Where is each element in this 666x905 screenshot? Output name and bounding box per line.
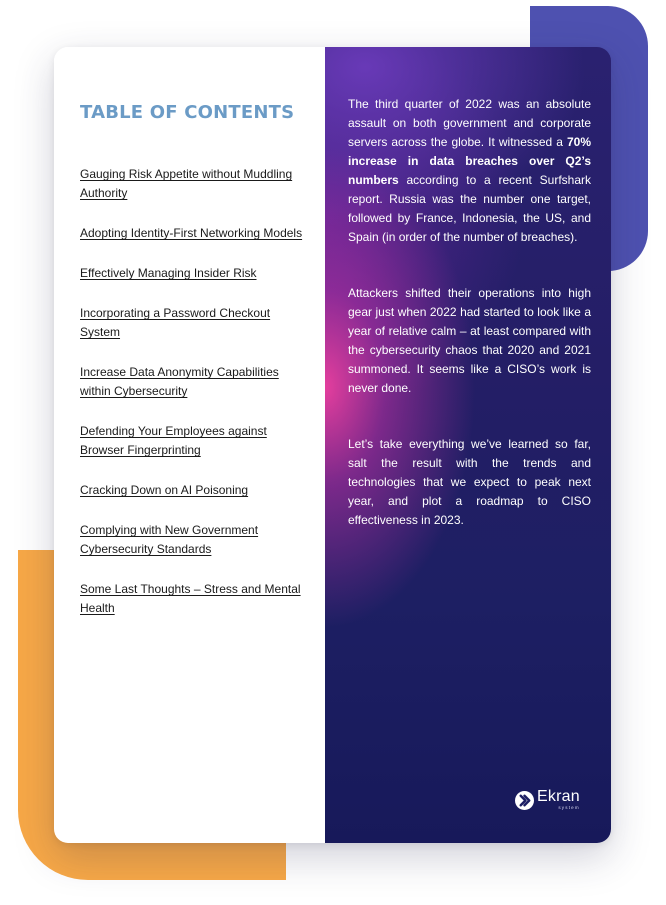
toc-list (80, 165, 312, 639)
toc-item (80, 580, 312, 618)
intro-highlight: 70% increase in data breaches over Q2’s numbers (348, 135, 591, 187)
intro-paragraph-3: Let’s take everything we’ve learned so far, salt the result with the trends and technologies that we expect to peak next year, and plot a roadmap to CISO effectiveness in 2023. (348, 437, 591, 527)
logo-name: Ekran (537, 788, 580, 805)
toc-link[interactable]: Increase Data Anonymity Capabilities within Cybersecurity (80, 365, 279, 398)
toc-link[interactable]: Adopting Identity-First Networking Models (80, 226, 303, 240)
intro-panel (325, 47, 611, 843)
intro-paragraph-1 (348, 95, 591, 247)
toc-link[interactable]: Cracking Down on AI Poisoning (80, 483, 249, 497)
table-of-contents (54, 47, 325, 843)
toc-item (80, 224, 312, 243)
document-page (54, 47, 611, 843)
toc-item (80, 363, 312, 401)
toc-title: TABLE OF CONTENTS (80, 102, 295, 123)
toc-link[interactable]: Defending Your Employees against Browser Fingerprinting (80, 424, 267, 457)
ekran-logo-icon (515, 791, 534, 810)
intro-text (348, 95, 591, 567)
intro-paragraph-1-start: The third quarter of 2022 was an absolute assault on both government and corporate servers across the globe. It witnessed a (348, 97, 591, 149)
logo-wordmark (537, 789, 580, 811)
toc-link[interactable]: Complying with New Government Cybersecurity Standards (80, 523, 259, 556)
toc-item (80, 264, 312, 283)
toc-item (80, 304, 312, 342)
intro-paragraph-1-end: according to a recent Surfshark report. Russia was the number one target, followed by France, Indonesia, the US, and Spain (in order of the number of breaches). (348, 173, 591, 244)
toc-link[interactable]: Incorporating a Password Checkout System (80, 306, 271, 339)
toc-item (80, 422, 312, 460)
toc-link[interactable]: Gauging Risk Appetite without Muddling Authority (80, 167, 293, 200)
ekran-logo (515, 789, 580, 811)
toc-item (80, 165, 312, 203)
logo-subtitle: system (558, 805, 580, 810)
toc-link[interactable]: Effectively Managing Insider Risk (80, 266, 257, 280)
toc-link[interactable]: Some Last Thoughts – Stress and Mental Health (80, 582, 301, 615)
intro-paragraph-2: Attackers shifted their operations into high gear just when 2022 had started to look like a year of relative calm – at least compared with the cybersecurity chaos that 2020 and 2021 summoned. It seems like a CISO’s work is never done. (348, 286, 591, 395)
toc-item (80, 481, 312, 500)
toc-item (80, 521, 312, 559)
